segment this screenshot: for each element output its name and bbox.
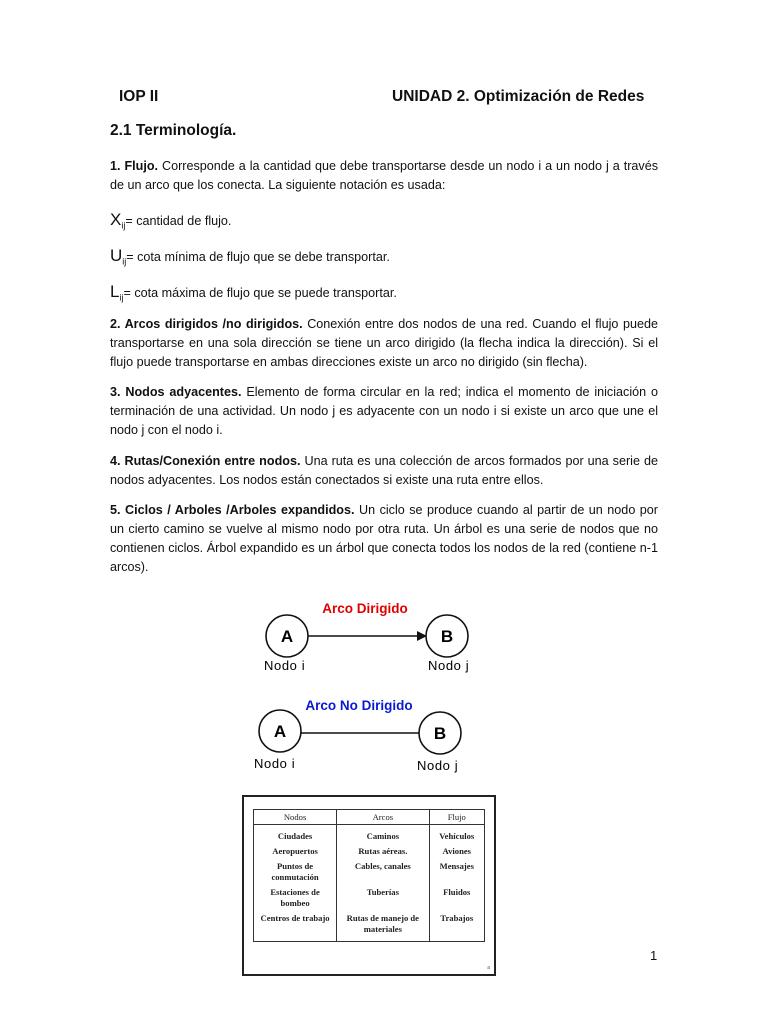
network-examples-table-image (242, 795, 496, 976)
table-cell: Trabajos (429, 911, 484, 942)
definition-l (110, 282, 397, 303)
table-cell: Estaciones de bombeo (254, 885, 337, 911)
table-cell: Ciudades (254, 825, 337, 845)
table-cell: Rutas aéreas. (337, 844, 429, 859)
definition-letter: U (110, 246, 123, 265)
directed-arc-diagram (264, 601, 469, 673)
column-header: Nodos (254, 810, 337, 825)
node-j-caption: Nodo j (428, 658, 470, 673)
column-header: Arcos (337, 810, 429, 825)
definition-x (110, 210, 231, 231)
paragraph-lead: 2. Arcos dirigidos /no dirigidos. (110, 317, 303, 331)
node-a-label: A (280, 627, 294, 646)
table-cell: Tuberías (337, 885, 429, 911)
table-cell: Mensajes (429, 859, 484, 885)
definition-letter: X (110, 210, 122, 229)
course-title: IOP II (119, 88, 159, 105)
column-header: Flujo (429, 810, 484, 825)
paragraph-text: Una ruta es una colección de arcos formados por una serie de nodos adyacentes. Los nodos están conectados si existe una ruta entre ellos. (110, 454, 658, 487)
paragraph-text: Un ciclo se produce cuando al partir de un nodo por un cierto camino se vuelve al mismo nodo por otra ruta. Un árbol es una serie de nodos que no contienen ciclos. Árbol expandido es un árbol que conecta todos los nodos de la red (contiene n-1 arcos). (110, 503, 659, 574)
paragraph-text: Conexión entre dos nodos de una red. Cuando el flujo puede transportarse en una sola dirección se tiene un arco dirigido (la flecha indica la dirección). Si el flujo puede transportarse en ambas direcciones existe un arco no dirigido (sin flecha). (110, 317, 658, 369)
table-cell: Puntos de conmutación (254, 859, 337, 885)
diagram-title: Arco Dirigido (322, 601, 408, 616)
definition-text: = cota máxima de flujo que se puede transportar. (123, 286, 397, 300)
section-title: 2.1 Terminología. (110, 122, 237, 139)
definition-subscript: ij (119, 292, 124, 303)
table-cell: Aviones (429, 844, 484, 859)
node-b-label: B (433, 724, 447, 743)
arc-diagrams (0, 590, 768, 785)
table-cell: Vehículos (429, 825, 484, 845)
paragraph-text: Corresponde a la cantidad que debe transportarse desde un nodo i a un nodo j a través de un arco que los conecta. La siguiente notación es usada: (110, 159, 659, 192)
table-corner-mark: a (487, 965, 490, 971)
table-row (254, 859, 485, 885)
table-cell: Centros de trabajo (254, 911, 337, 942)
definition-u (110, 246, 390, 267)
paragraph-lead: 4. Rutas/Conexión entre nodos. (110, 454, 301, 468)
node-j-caption: Nodo j (417, 758, 459, 773)
paragraph-flujo (110, 157, 658, 195)
paragraph-arcos (110, 315, 658, 372)
paragraph-lead: 3. Nodos adyacentes. (110, 385, 242, 399)
definition-letter: L (110, 282, 120, 301)
table-row (254, 885, 485, 911)
table-cell: Fluidos (429, 885, 484, 911)
paragraph-lead: 1. Flujo. (110, 159, 159, 173)
page-number: 1 (650, 948, 658, 963)
diagram-title: Arco No Dirigido (305, 698, 413, 713)
node-i-caption: Nodo i (264, 658, 306, 673)
definition-subscript: ij (122, 256, 127, 267)
table-cell: Cables, canales (337, 859, 429, 885)
definition-text: = cota mínima de flujo que se debe transportar. (126, 250, 390, 264)
definition-text: = cantidad de flujo. (125, 214, 232, 228)
table-row (254, 825, 485, 845)
undirected-arc-diagram (254, 698, 461, 773)
unit-title: UNIDAD 2. Optimización de Redes (392, 88, 645, 105)
node-b-label: B (440, 627, 454, 646)
paragraph-rutas (110, 452, 658, 490)
node-i-caption: Nodo i (254, 756, 296, 771)
paragraph-ciclos (110, 501, 658, 577)
paragraph-lead: 5. Ciclos / Arboles /Arboles expandidos. (110, 503, 355, 517)
paragraph-text: Elemento de forma circular en la red; indica el momento de iniciación o terminación de una actividad. Un nodo j es adyacente con un nodo i si existe un arco que une el nodo j con el nodo i. (110, 385, 658, 437)
definition-subscript: ij (121, 220, 126, 231)
network-examples-table (253, 809, 485, 942)
node-a-label: A (273, 722, 287, 741)
table-cell: Caminos (337, 825, 429, 845)
table-row (254, 844, 485, 859)
table-row (254, 911, 485, 942)
table-cell: Aeropuertos (254, 844, 337, 859)
table-cell: Rutas de manejo de materiales (337, 911, 429, 942)
paragraph-nodos-adyacentes (110, 383, 658, 440)
